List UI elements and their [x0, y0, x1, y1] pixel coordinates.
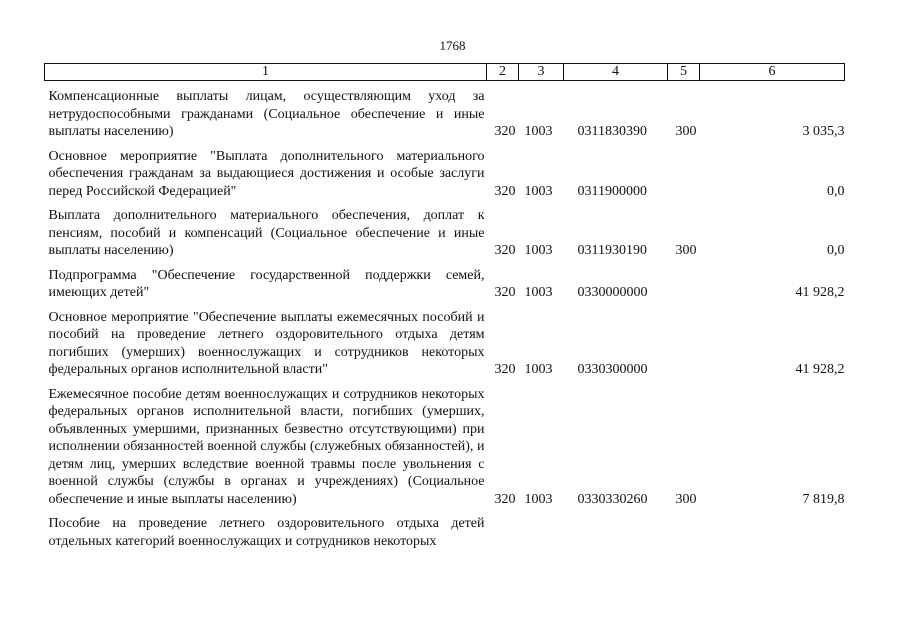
row-col4: 0330300000 — [577, 362, 648, 377]
row-col5 — [668, 309, 700, 379]
row-col5: 300 — [675, 243, 697, 258]
row-col4 — [564, 515, 668, 550]
row-name: Компенсационные выплаты лицам, осуществляющим уход за нетрудоспособными гражданами (Социальное обеспечение и иные выплаты населению) — [48, 89, 485, 139]
column-header-5: 5 — [668, 64, 700, 81]
row-col4: 0330000000 — [577, 285, 648, 300]
row-col3: 1003 — [524, 124, 553, 139]
row-col3 — [519, 515, 564, 550]
row-name: Ежемесячное пособие детям военнослужащих и сотрудников некоторых федеральных органов исполнительной власти, погибших (умерших, объявленных умершими, признанных безвестно отсутствующими) при исполнении обязанностей военной службы (служебных обязанностей), и детям лиц, умерших вследствие военной травмы после увольнения с военной службы (службы в органах и учреждениях) (Социальное обеспечение и иные выплаты населению) — [48, 386, 485, 507]
table-row — [45, 148, 845, 201]
row-col5 — [668, 148, 700, 201]
table-row — [45, 515, 845, 550]
row-amount: 41 928,2 — [795, 362, 845, 377]
row-amount: 0,0 — [827, 183, 845, 199]
row-amount: 3 035,3 — [802, 124, 845, 139]
row-col3: 1003 — [524, 243, 553, 258]
table-row — [45, 267, 845, 302]
row-col5: 300 — [675, 491, 697, 507]
row-col3: 1003 — [524, 285, 553, 300]
row-name: Подпрограмма "Обеспечение государственной поддержки семей, имеющих детей" — [48, 267, 485, 300]
row-col2: 320 — [494, 362, 516, 377]
row-name: Основное мероприятие "Выплата дополнительного материального обеспечения гражданам за выдающиеся достижения и особые заслуги перед Российской Федерацией" — [48, 148, 485, 199]
table-row — [45, 386, 845, 509]
row-col3: 1003 — [524, 183, 553, 199]
table-body — [45, 81, 845, 551]
row-col2: 320 — [494, 124, 516, 139]
row-col4: 0330330260 — [577, 491, 648, 507]
budget-table — [44, 63, 845, 550]
row-name: Выплата дополнительного материального обеспечения, доплат к пенсиям, пособий и компенсаций (Социальное обеспечение и иные выплаты населению) — [48, 208, 485, 258]
page-number: 1768 — [439, 38, 466, 53]
row-amount: 41 928,2 — [795, 285, 845, 300]
row-col2: 320 — [494, 243, 516, 258]
table-row — [45, 309, 845, 379]
table-row — [45, 88, 845, 141]
header-row — [45, 64, 845, 81]
row-col2: 320 — [494, 285, 516, 300]
row-col2 — [487, 515, 519, 550]
row-col3: 1003 — [524, 491, 553, 507]
table-row — [45, 207, 845, 260]
row-col5: 300 — [675, 124, 697, 139]
row-col3: 1003 — [524, 362, 553, 377]
row-col4: 0311930190 — [577, 243, 647, 258]
row-col4: 0311900000 — [577, 183, 647, 199]
row-amount: 0,0 — [827, 243, 845, 258]
row-amount: 7 819,8 — [802, 491, 845, 507]
column-header-6: 6 — [700, 64, 845, 81]
row-amount — [700, 515, 845, 550]
row-col2: 320 — [494, 491, 516, 507]
row-name: Пособие на проведение летнего оздоровительного отдыха детей отдельных категорий военнослужащих и сотрудников некоторых — [48, 516, 485, 549]
column-header-4: 4 — [564, 64, 668, 81]
row-col5 — [668, 267, 700, 302]
row-col5 — [668, 515, 700, 550]
column-header-2: 2 — [487, 64, 519, 81]
table-header — [45, 64, 845, 81]
row-name: Основное мероприятие "Обеспечение выплаты ежемесячных пособий и пособий на проведение летнего оздоровительного отдыха детям погибших (умерших) военнослужащих и сотрудников некоторых федеральных органов исполнительной власти" — [48, 309, 485, 377]
row-col2: 320 — [494, 183, 516, 199]
column-header-3: 3 — [519, 64, 564, 81]
column-header-1: 1 — [45, 64, 487, 81]
row-col4: 0311830390 — [577, 124, 647, 139]
